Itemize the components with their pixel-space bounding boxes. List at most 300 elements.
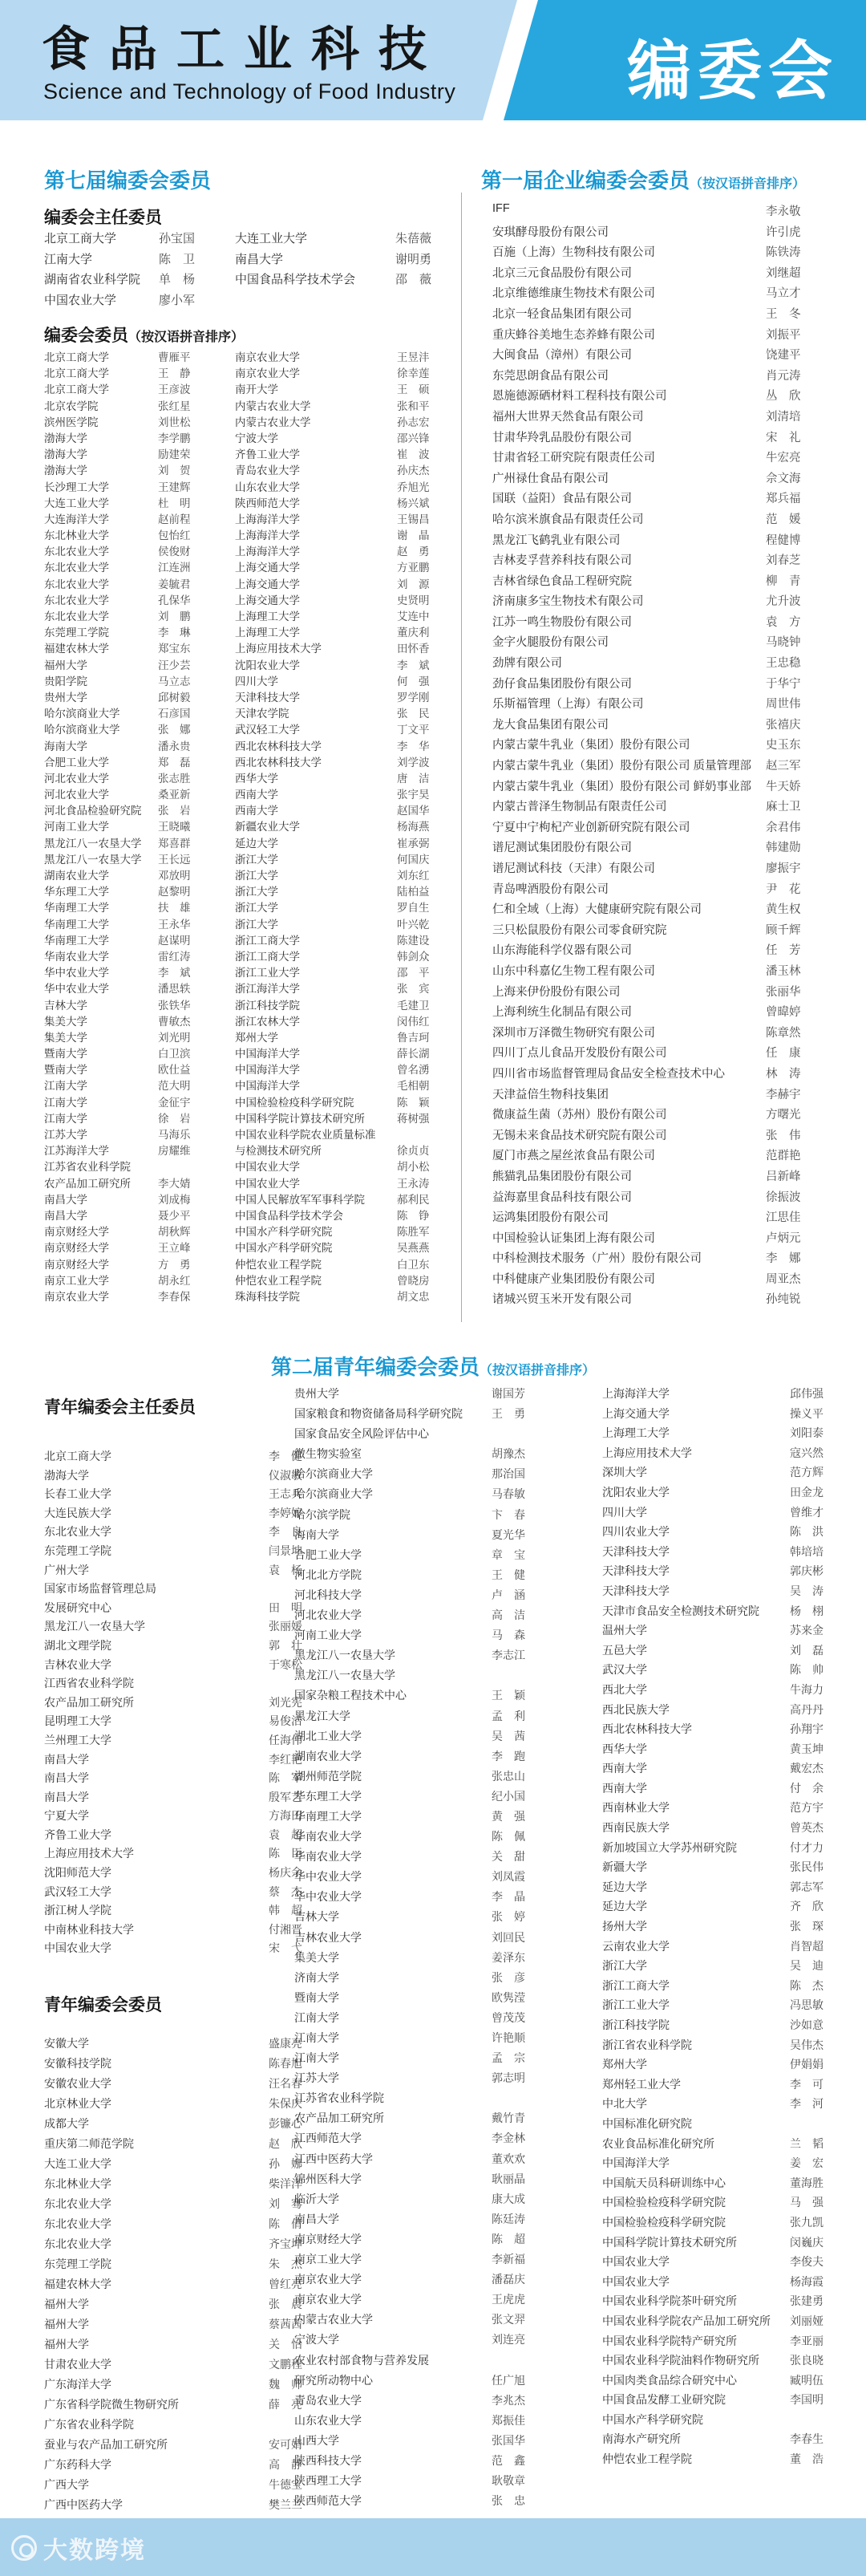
person-name: 于华宁 bbox=[766, 677, 801, 691]
person-name: 崔承弼 bbox=[397, 837, 430, 850]
person-name: 兰 韬 bbox=[790, 2137, 824, 2151]
person-name: 袁 杨 bbox=[269, 1564, 302, 1577]
org-label: 吉林大学 bbox=[44, 999, 87, 1012]
person-name: 许引虎 bbox=[766, 225, 801, 239]
org-label: 农产品加工研究所 bbox=[44, 1177, 131, 1190]
org-label: 益海嘉里食品科技有限公司 bbox=[492, 1191, 632, 1204]
org-label: 河北农业大学 bbox=[294, 1608, 362, 1622]
org-label: 国家杂粮工程技术中心 bbox=[294, 1689, 407, 1702]
person-name: 王长远 bbox=[158, 853, 191, 866]
org-label: 浙江工商大学 bbox=[235, 950, 300, 963]
person-name: 李兆杰 bbox=[492, 2394, 525, 2408]
org-label: 山东海能科学仪器有限公司 bbox=[492, 944, 632, 958]
person-name: 廖小军 bbox=[159, 292, 196, 307]
person-name: 李永敬 bbox=[766, 205, 801, 218]
person-name: 毛建卫 bbox=[397, 999, 430, 1012]
person-name: 李俊夫 bbox=[790, 2256, 824, 2270]
journal-logo: 食品工业科技 bbox=[42, 22, 446, 78]
person-name: 刘继超 bbox=[766, 266, 801, 280]
person-name: 张宇昊 bbox=[397, 789, 430, 802]
org-label: 江西中医药大学 bbox=[294, 2152, 373, 2165]
person-name: 雷红涛 bbox=[158, 950, 191, 963]
org-label: 百施（上海）生物科技有限公司 bbox=[492, 246, 655, 260]
org-label: 浙江工业大学 bbox=[235, 967, 300, 980]
org-label: 黑龙江飞鹤乳业有限公司 bbox=[492, 533, 621, 547]
person-name: 盛康亮 bbox=[269, 2038, 302, 2051]
org-label: 四川大学 bbox=[235, 675, 278, 688]
org-label: 广州大学 bbox=[44, 1563, 89, 1576]
person-name: 寇兴然 bbox=[790, 1446, 824, 1460]
person-name: 高 静 bbox=[269, 2459, 302, 2472]
org-label: 海南大学 bbox=[44, 740, 87, 753]
person-name: 戴宏杰 bbox=[790, 1763, 824, 1776]
person-name: 黄 强 bbox=[492, 1810, 525, 1823]
org-label: 大连工业大学 bbox=[235, 232, 308, 245]
person-name: 张 岩 bbox=[158, 805, 191, 818]
org-label: 江西师范大学 bbox=[294, 2132, 362, 2145]
person-name: 欧仕益 bbox=[158, 1064, 191, 1077]
person-name: 刘成梅 bbox=[158, 1193, 191, 1207]
person-name: 王锡昌 bbox=[397, 513, 430, 526]
person-name: 陈 颖 bbox=[397, 1096, 430, 1110]
person-name: 赵谋明 bbox=[158, 934, 191, 947]
org-label: 南京工业大学 bbox=[294, 2253, 362, 2266]
org-label: 中国水产科学研究院 bbox=[235, 1226, 333, 1239]
org-label: 安徽大学 bbox=[44, 2037, 89, 2050]
person-name: 闵巍庆 bbox=[790, 2236, 824, 2249]
person-name: 顾千辉 bbox=[766, 923, 801, 937]
org-label: 南昌大学 bbox=[235, 252, 284, 266]
person-name: 文鹏程 bbox=[269, 2359, 302, 2371]
org-label: 集美大学 bbox=[44, 1015, 87, 1028]
person-name: 关 怡 bbox=[269, 2339, 302, 2351]
person-name: 付 余 bbox=[790, 1782, 824, 1795]
person-name: 李 可 bbox=[790, 2078, 824, 2091]
person-name: 郑 磊 bbox=[158, 756, 191, 769]
watermark-text: 大数跨境 bbox=[43, 2537, 146, 2564]
person-name: 刘丽娅 bbox=[790, 2314, 824, 2328]
org-label: 华南农业大学 bbox=[44, 950, 109, 963]
org-label: 哈尔滨商业大学 bbox=[44, 708, 120, 720]
org-label: 东北农业大学 bbox=[44, 546, 109, 558]
corporate-title bbox=[481, 164, 805, 194]
org-label: 新疆大学 bbox=[602, 1860, 647, 1874]
org-label: 渤海大学 bbox=[44, 432, 87, 444]
person-name: 毛相朝 bbox=[397, 1080, 430, 1093]
org-label: 哈尔滨商业大学 bbox=[44, 724, 120, 736]
person-name: 杜 明 bbox=[158, 497, 191, 510]
person-name: 蔡茜茜 bbox=[269, 2318, 302, 2331]
person-name: 陈 超 bbox=[492, 2233, 525, 2246]
person-name: 纪小国 bbox=[492, 1790, 525, 1803]
person-name: 袁 方 bbox=[766, 615, 801, 629]
person-name: 曾茂茂 bbox=[492, 2011, 525, 2025]
person-name: 任 康 bbox=[766, 1047, 801, 1061]
org-label: 安徽科技学院 bbox=[44, 2057, 111, 2070]
person-name: 陈胜军 bbox=[397, 1226, 430, 1239]
org-label: 陕西师范大学 bbox=[235, 497, 300, 509]
person-name: 李 斌 bbox=[397, 659, 430, 672]
person-name: 孙 娜 bbox=[269, 2158, 302, 2171]
person-name: 王立峰 bbox=[158, 1242, 191, 1256]
org-label: 中国检验认证集团上海有限公司 bbox=[492, 1231, 655, 1245]
person-name: 邱树毅 bbox=[158, 691, 191, 704]
org-label: 沈阳农业大学 bbox=[602, 1485, 670, 1499]
person-name: 陈廷涛 bbox=[492, 2213, 525, 2226]
person-name: 马立志 bbox=[158, 675, 191, 688]
person-name: 李红艳 bbox=[269, 1753, 302, 1767]
org-label: 浙江大学 bbox=[235, 902, 278, 915]
org-label: 暨南大学 bbox=[44, 1048, 87, 1061]
org-label: 中国海洋大学 bbox=[235, 1048, 300, 1061]
org-label: 江苏海洋大学 bbox=[44, 1145, 109, 1158]
org-label: 龙大食品集团有限公司 bbox=[492, 718, 609, 732]
org-label: 三只松鼠股份有限公司零食研究院 bbox=[492, 923, 667, 937]
org-label: 黑龙江八一农垦大学 bbox=[44, 853, 142, 866]
org-label: 仁和全域（上海）大健康研究院有限公司 bbox=[492, 903, 702, 917]
org-label: 华中农业大学 bbox=[44, 967, 109, 980]
person-name: 马 森 bbox=[492, 1629, 525, 1643]
person-name: 张民伟 bbox=[790, 1861, 824, 1875]
org-label: 深圳大学 bbox=[602, 1466, 647, 1479]
person-name: 柴洋洋 bbox=[269, 2178, 302, 2191]
org-label: 江南大学 bbox=[44, 252, 93, 266]
org-label: 沈阳师范大学 bbox=[44, 1866, 111, 1880]
person-name: 杨兴斌 bbox=[397, 497, 430, 510]
org-label: 四川农业大学 bbox=[602, 1525, 670, 1539]
person-name: 曹雁平 bbox=[158, 351, 191, 364]
person-name: 廖振宇 bbox=[766, 862, 801, 875]
org-label: 上海来伊份股份有限公司 bbox=[492, 985, 621, 999]
corporate-title-text: 第一届企业编委会委员 bbox=[481, 168, 690, 193]
org-label: 中国农业大学 bbox=[602, 2255, 670, 2269]
person-name: 李春保 bbox=[158, 1290, 191, 1304]
person-name: 耿丽晶 bbox=[492, 2172, 525, 2186]
org-label: 甘肃农业大学 bbox=[44, 2358, 111, 2371]
org-label: 西北农林科技大学 bbox=[235, 756, 322, 769]
person-name: 李春生 bbox=[790, 2433, 824, 2447]
person-name: 徐 岩 bbox=[158, 1112, 191, 1126]
person-name: 王彦波 bbox=[158, 383, 191, 397]
org-label: 内蒙古蒙牛乳业（集团）股份有限公司 bbox=[492, 739, 690, 753]
person-name: 马海乐 bbox=[158, 1129, 191, 1142]
person-name: 刘连亮 bbox=[492, 2334, 525, 2347]
org-label: 农业食品标准化研究所 bbox=[602, 2136, 714, 2150]
person-name: 韩培培 bbox=[790, 1545, 824, 1559]
org-label: 北京维德维康生物技术有限公司 bbox=[492, 287, 655, 301]
org-label: 中国科学院计算技术研究所 bbox=[235, 1112, 365, 1125]
person-name: 郑喜群 bbox=[158, 837, 191, 850]
person-name: 杨海燕 bbox=[397, 821, 430, 834]
org-label: 东莞理工学院 bbox=[44, 2258, 111, 2270]
person-name: 刘凤霞 bbox=[492, 1871, 525, 1884]
org-label: 东北农业大学 bbox=[44, 2217, 111, 2230]
org-label: 天津农学院 bbox=[235, 708, 289, 720]
person-name: 石彦国 bbox=[158, 708, 191, 721]
org-label: 无锡未来食品技术研究院有限公司 bbox=[492, 1129, 667, 1142]
person-name: 卞 春 bbox=[492, 1508, 525, 1522]
youth-members-heading: 青年编委会委员 bbox=[44, 1996, 162, 2014]
person-name: 欧隽滢 bbox=[492, 1991, 525, 2005]
org-label: 天津科技大学 bbox=[235, 691, 300, 704]
person-name: 史玉东 bbox=[766, 739, 801, 753]
person-name: 樊兰兰 bbox=[269, 2499, 302, 2512]
person-name: 卢 涵 bbox=[492, 1588, 525, 1602]
org-label: 河北食品检验研究院 bbox=[44, 805, 142, 817]
org-label: 广州禄仕食品有限公司 bbox=[492, 472, 609, 485]
person-name: 黄玉坤 bbox=[790, 1742, 824, 1756]
person-name: 范大明 bbox=[158, 1080, 191, 1093]
person-name: 郭庆彬 bbox=[790, 1565, 824, 1579]
org-label: 新加坡国立大学苏州研究院 bbox=[602, 1840, 737, 1854]
org-label: 贵州大学 bbox=[44, 691, 87, 704]
org-label: 江南大学 bbox=[294, 2031, 339, 2044]
org-label: 农业农村部食物与营养发展 bbox=[294, 2353, 429, 2367]
org-label: 南京财经大学 bbox=[44, 1258, 109, 1271]
org-label: 福州大学 bbox=[44, 659, 87, 671]
person-name: 臧明伍 bbox=[790, 2374, 824, 2387]
org-label: 长春工业大学 bbox=[44, 1487, 111, 1501]
person-name: 王永涛 bbox=[397, 1177, 430, 1191]
org-label: 福州大学 bbox=[44, 2318, 89, 2331]
person-name: 励建荣 bbox=[158, 448, 191, 462]
person-name: 田怀香 bbox=[397, 643, 430, 656]
person-name: 孙宝国 bbox=[159, 231, 196, 245]
person-name: 徐幸莲 bbox=[397, 367, 430, 381]
person-name: 李亚丽 bbox=[790, 2335, 824, 2348]
org-label: 仲恺农业工程学院 bbox=[235, 1274, 322, 1287]
org-label: 西北农林科技大学 bbox=[235, 740, 322, 753]
person-name: 佘文海 bbox=[766, 472, 801, 485]
person-name: 孙志宏 bbox=[397, 416, 430, 429]
org-label: 浙江大学 bbox=[602, 1959, 647, 1973]
person-name: 崔 波 bbox=[397, 448, 430, 462]
org-label: 河北农业大学 bbox=[44, 789, 109, 801]
person-name: 范群艳 bbox=[766, 1150, 801, 1163]
person-name: 单 杨 bbox=[159, 272, 196, 286]
org-label: 湖南省农业科学院 bbox=[44, 273, 141, 286]
org-label: 中国农业科学院茶叶研究所 bbox=[602, 2294, 737, 2308]
person-name: 于寒松 bbox=[269, 1658, 302, 1672]
person-name: 张 民 bbox=[397, 708, 430, 721]
person-name: 刘 源 bbox=[397, 578, 430, 591]
person-name: 肖智超 bbox=[790, 1940, 824, 1953]
org-label: 甘肃省轻工研究院有限责任公司 bbox=[492, 452, 655, 465]
org-label: 齐鲁工业大学 bbox=[235, 448, 300, 461]
org-label: 东北农业大学 bbox=[44, 1525, 111, 1539]
org-label: 浙江省农业科学院 bbox=[602, 2038, 692, 2051]
person-name: 潘磊庆 bbox=[492, 2274, 525, 2287]
person-name: 吴 涛 bbox=[790, 1584, 824, 1598]
person-name: 刘东红 bbox=[397, 870, 430, 882]
person-name: 黄生权 bbox=[766, 903, 801, 917]
person-name: 鲁吉珂 bbox=[397, 1031, 430, 1045]
org-label: 浙江工业大学 bbox=[602, 1998, 670, 2012]
person-name: 范方辉 bbox=[790, 1466, 824, 1480]
org-label: 济南康多宝生物技术有限公司 bbox=[492, 595, 644, 609]
org-label: 恩施德源硒材料工程科技有限公司 bbox=[492, 390, 667, 404]
org-label: 北京林业大学 bbox=[44, 2097, 111, 2110]
org-label: 天津科技大学 bbox=[602, 1564, 670, 1578]
org-label: 渤海大学 bbox=[44, 464, 87, 477]
person-name: 牛天娇 bbox=[766, 780, 801, 793]
org-label: 中国农业科学院特产研究所 bbox=[602, 2334, 737, 2347]
person-name: 牛宏亮 bbox=[766, 452, 801, 465]
org-label: 重庆第二师范学院 bbox=[44, 2137, 134, 2150]
person-name: 高丹丹 bbox=[790, 1703, 824, 1717]
person-name: 刘 鹏 bbox=[158, 611, 191, 623]
person-name: 王晓曦 bbox=[158, 821, 191, 834]
org-label: 厦门市燕之屋丝浓食品有限公司 bbox=[492, 1150, 655, 1163]
person-name: 操义平 bbox=[790, 1407, 824, 1421]
person-name: 方海田 bbox=[269, 1810, 302, 1823]
org-label: 中国水产科学研究院 bbox=[235, 1242, 333, 1255]
org-label: 江苏大学 bbox=[44, 1129, 87, 1141]
person-name: 刘回民 bbox=[492, 1931, 525, 1945]
org-label: 上海海洋大学 bbox=[235, 529, 300, 542]
person-name: 朱保庆 bbox=[269, 2098, 302, 2111]
person-name: 白卫滨 bbox=[158, 1048, 191, 1061]
person-name: 胡文忠 bbox=[397, 1290, 430, 1304]
org-label: 上海交通大学 bbox=[235, 562, 300, 574]
org-label: 湖州师范学院 bbox=[294, 1769, 362, 1783]
person-name: 韩剑众 bbox=[397, 950, 430, 963]
person-name: 蒋树强 bbox=[397, 1112, 430, 1126]
column-divider bbox=[461, 193, 462, 1322]
person-name: 张 忠 bbox=[492, 2495, 525, 2509]
person-name: 刘清培 bbox=[766, 410, 801, 424]
org-label: 锦州医科大学 bbox=[294, 2172, 362, 2185]
person-name: 柳 青 bbox=[766, 574, 801, 588]
person-name: 包怡红 bbox=[158, 529, 191, 543]
person-name: 周亚杰 bbox=[766, 1272, 801, 1286]
org-label: 宁夏中宁枸杞产业创新研究院有限公司 bbox=[492, 821, 690, 834]
org-label: 仲恺农业工程学院 bbox=[602, 2452, 692, 2466]
person-name: 谢明勇 bbox=[395, 251, 432, 266]
org-label: 南昌大学 bbox=[44, 1771, 89, 1785]
person-name: 王忠稳 bbox=[766, 657, 801, 671]
person-name: 何 强 bbox=[397, 675, 430, 688]
org-label: 北京三元食品股份有限公司 bbox=[492, 266, 632, 280]
org-label: 山东中科嘉亿生物工程有限公司 bbox=[492, 964, 655, 978]
org-label: 福州大学 bbox=[44, 2298, 89, 2310]
person-name: 杨 栩 bbox=[790, 1604, 824, 1618]
youth-title-note: （按汉语拼音排序） bbox=[480, 1364, 596, 1377]
org-label: 内蒙古农业大学 bbox=[235, 416, 311, 428]
person-name: 丁文平 bbox=[397, 724, 430, 737]
person-name: 李金林 bbox=[492, 2132, 525, 2146]
org-label: 安徽农业大学 bbox=[44, 2077, 111, 2090]
person-name: 李 健 bbox=[269, 1450, 302, 1463]
person-name: 耿敬章 bbox=[492, 2475, 525, 2489]
person-name: 朱 杰 bbox=[269, 2258, 302, 2271]
org-label: 华东理工大学 bbox=[44, 886, 109, 899]
org-label: 福建农林大学 bbox=[44, 2278, 111, 2290]
person-name: 张忠山 bbox=[492, 1770, 525, 1783]
person-name: 张文羿 bbox=[492, 2314, 525, 2327]
person-name: 徐贞贞 bbox=[397, 1145, 430, 1158]
person-name: 谢国芳 bbox=[492, 1388, 525, 1401]
person-name: 张国华 bbox=[492, 2434, 525, 2448]
org-label: 西北农林科技大学 bbox=[602, 1722, 692, 1736]
person-name: 魏 帅 bbox=[269, 2379, 302, 2391]
org-label: 五邑大学 bbox=[602, 1643, 647, 1657]
org-label: 河北农业大学 bbox=[44, 772, 109, 785]
person-name: 方亚鹏 bbox=[397, 562, 430, 575]
org-label: 中国农业大学 bbox=[235, 1177, 300, 1190]
person-name: 孙庆杰 bbox=[397, 464, 430, 478]
person-name: 吴 茜 bbox=[492, 1730, 525, 1743]
org-label: 哈尔滨商业大学 bbox=[294, 1467, 373, 1481]
person-name: 张志胜 bbox=[158, 772, 191, 785]
person-name: 张 晨 bbox=[269, 2298, 302, 2311]
person-name: 邵 薇 bbox=[395, 272, 432, 286]
person-name: 田金龙 bbox=[790, 1486, 824, 1499]
person-name: 宋 弋 bbox=[269, 1942, 302, 1956]
person-name: 邓放明 bbox=[158, 870, 191, 882]
person-name: 饶建平 bbox=[766, 349, 801, 363]
board7-members-heading bbox=[44, 323, 244, 347]
org-label: 中国农业科学院油料作物研究所 bbox=[602, 2354, 759, 2367]
person-name: 马春敏 bbox=[492, 1488, 525, 1502]
org-label: 西南林业大学 bbox=[602, 1801, 670, 1815]
org-label: 吉林麦孚营养科技有限公司 bbox=[492, 554, 632, 568]
org-label: 黑龙江大学 bbox=[294, 1709, 350, 1722]
org-label: 谱尼测试集团股份有限公司 bbox=[492, 842, 632, 855]
org-label: 南京农业大学 bbox=[235, 367, 300, 380]
person-name: 郭志军 bbox=[790, 1880, 824, 1894]
person-name: 王志兵 bbox=[269, 1488, 302, 1502]
org-label: 东北林业大学 bbox=[44, 529, 109, 542]
person-name: 王 颖 bbox=[492, 1690, 525, 1703]
org-label: 大连海洋大学 bbox=[44, 513, 109, 525]
org-label: 珠海科技学院 bbox=[235, 1290, 300, 1303]
org-label: 武汉轻工大学 bbox=[235, 724, 300, 736]
person-name: 张红星 bbox=[158, 400, 191, 413]
org-label: 江苏省农业科学院 bbox=[44, 1161, 131, 1174]
person-name: 潘玉林 bbox=[766, 964, 801, 978]
person-name: 张 彦 bbox=[492, 1971, 525, 1985]
person-name: 邵 平 bbox=[397, 967, 430, 980]
person-name: 李大婧 bbox=[158, 1177, 191, 1191]
org-label: 上海利统生化制品有限公司 bbox=[492, 1006, 632, 1020]
org-label: 扬州大学 bbox=[602, 1920, 647, 1933]
org-label: 中国农业大学 bbox=[602, 2274, 670, 2288]
org-label: 宁波大学 bbox=[235, 432, 278, 444]
org-label: 兰州理工大学 bbox=[44, 1733, 111, 1746]
org-label: 与检测技术研究所 bbox=[235, 1145, 322, 1158]
org-label: 陕西理工大学 bbox=[294, 2474, 362, 2488]
org-label: 南京农业大学 bbox=[294, 2293, 362, 2306]
person-name: 刘学波 bbox=[397, 756, 430, 769]
org-label: 黑龙江八一农垦大学 bbox=[294, 1649, 395, 1662]
person-name: 陈 铮 bbox=[397, 1209, 430, 1223]
org-label: 江南大学 bbox=[44, 1112, 87, 1125]
person-name: 殷军艺 bbox=[269, 1791, 302, 1804]
banner-title: 编委会 bbox=[627, 34, 839, 108]
person-name: 赵黎明 bbox=[158, 886, 191, 899]
org-label: 东北农业大学 bbox=[44, 2197, 111, 2210]
person-name: 郭 壮 bbox=[269, 1639, 302, 1653]
watermark bbox=[11, 2530, 146, 2566]
person-name: 曹敏杰 bbox=[158, 1015, 191, 1028]
org-label: 华中农业大学 bbox=[44, 983, 109, 996]
person-name: 江连洲 bbox=[158, 562, 191, 575]
person-name: 张良晓 bbox=[790, 2355, 824, 2368]
person-name: 陈建设 bbox=[397, 934, 430, 947]
person-name: 张 婷 bbox=[492, 1911, 525, 1925]
org-label: 合肥工业大学 bbox=[294, 1548, 362, 1561]
